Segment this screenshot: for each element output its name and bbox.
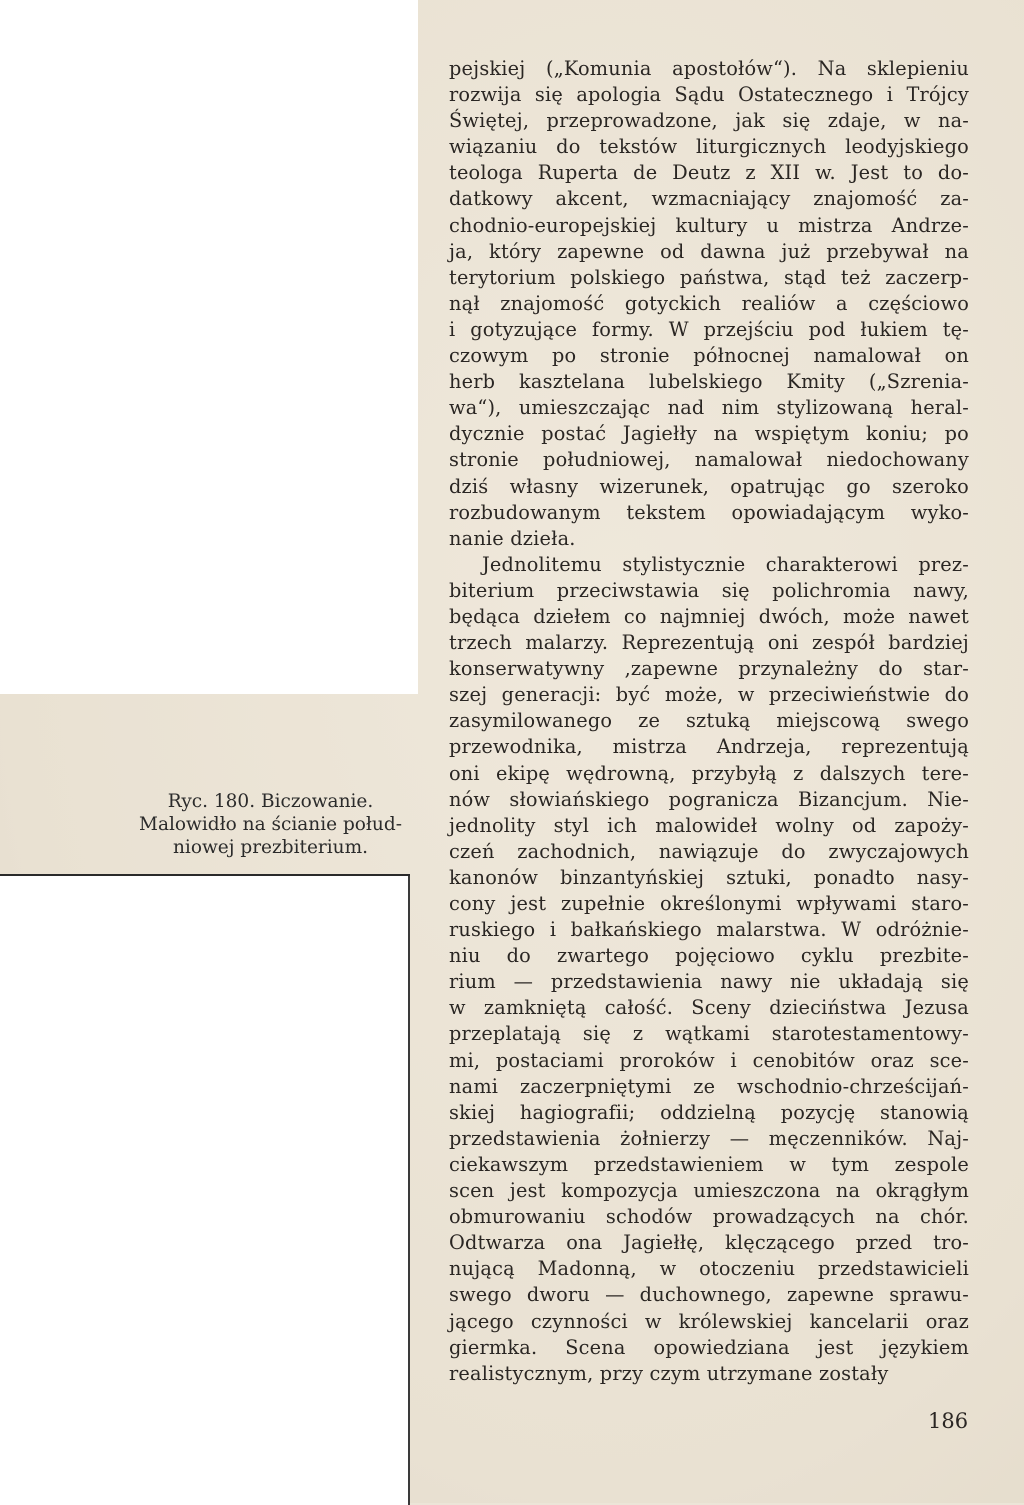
text-line: w zamkniętą całość. Sceny dzieciństwa Jezusa (449, 996, 969, 1020)
text-line: przedstawienia żołnierzy — męczenników. Naj- (449, 1126, 969, 1150)
body-text (449, 56, 969, 1387)
text-line: chodnio-europejskiej kultury u mistrza Andrze- (449, 213, 969, 237)
text-line: kanonów binzantyńskiej sztuki, ponadto nasy- (449, 865, 969, 889)
text-line: przewodnika, mistrza Andrzeja, reprezentują (449, 735, 969, 759)
text-line: rozbudowanym tekstem opowiadającym wyko- (449, 500, 969, 524)
text-line: nów słowiańskiego pogranicza Bizancjum. Nie- (449, 787, 969, 811)
caption-line: Ryc. 180. Biczowanie. (167, 791, 374, 812)
text-line: mi, postaciami proroków i cenobitów oraz sce- (449, 1048, 969, 1072)
text-line: swego dworu — duchownego, zapewne sprawu- (449, 1283, 969, 1307)
text-line: giermka. Scena opowiedziana jest językiem (449, 1335, 969, 1359)
text-line: datkowy akcent, wzmacniający znajomość za- (449, 187, 969, 211)
text-line: zasymilowanego ze sztuką miejscową swego (449, 709, 969, 733)
text-line: terytorium polskiego państwa, stąd też zaczerp- (449, 265, 969, 289)
text-line: cony jest zupełnie określonymi wpływami staro- (449, 892, 969, 915)
text-line: Odtwarza ona Jagiełłę, klęczącego przed tro- (449, 1231, 969, 1255)
text-line: przeplatają się z wątkami starotestamentowy- (449, 1022, 969, 1046)
figure-caption (128, 790, 413, 859)
text-line: ruskiego i bałkańskiego malarstwa. W odróżnie- (449, 918, 969, 942)
text-line: herb kasztelana lubelskiego Kmity („Szrenia- (449, 370, 969, 394)
page-number: 186 (928, 1409, 969, 1433)
text-line: realistycznym, przy czym utrzymane zostały (449, 1361, 889, 1385)
text-line: scen jest kompozycja umieszczona na okrągłym (449, 1179, 969, 1203)
text-line: rozwija się apologia Sądu Ostatecznego i Trójcy (449, 83, 969, 107)
figure-border (408, 876, 410, 1505)
text-line: nami zaczerpniętymi ze wschodnio-chrześcijań- (449, 1074, 969, 1098)
text-line: nął znajomość gotyckich realiów a częściowo (449, 291, 969, 315)
text-line: nującą Madonną, w otoczeniu przedstawicieli (449, 1257, 969, 1281)
text-line: dycznie postać Jagiełły na wspiętym koniu; po (449, 422, 969, 446)
text-line: ja, który zapewne od dawna już przebywał na (449, 239, 969, 263)
text-line: szej generacji: być może, w przeciwieństwie do (449, 683, 969, 707)
text-line: konserwatywny ,zapewne przynależny do star- (449, 657, 969, 681)
text-line: obmurowaniu schodów prowadzących na chór. (449, 1205, 969, 1229)
blank-area-top (0, 0, 418, 694)
text-line: trzech malarzy. Reprezentują oni zespół bardziej (449, 631, 969, 655)
caption-line: niowej prezbiterium. (173, 837, 368, 858)
text-line: teologa Ruperta de Deutz z XII w. Jest to do- (449, 161, 969, 185)
text-line: Świętej, przeprowadzone, jak się zdaje, w na- (449, 109, 969, 133)
text-line: stronie południowej, namalował niedochowany (449, 448, 969, 472)
figure-placeholder (0, 874, 410, 1505)
text-line: pejskiej („Komunia apostołów“). Na sklepieniu (449, 57, 969, 80)
text-line: i gotyzujące formy. W przejściu pod łukiem tę- (449, 317, 969, 341)
text-line: ciekawszym przedstawieniem w tym zespole (449, 1152, 969, 1176)
text-line: wa“), umieszczając nad nim stylizowaną heral- (449, 396, 969, 420)
text-line: biterium przeciwstawia się polichromia nawy, (449, 578, 969, 602)
text-line: skiej hagiografii; oddzielną pozycję stanowią (449, 1100, 969, 1124)
caption-line: Malowidło na ścianie połud- (139, 814, 402, 835)
text-line: będąca dziełem co najmniej dwóch, może nawet (449, 604, 969, 628)
text-line: jącego czynności w królewskiej kancelarii oraz (449, 1309, 969, 1333)
text-line: jednolity styl ich malowideł wolny od zapoży- (449, 813, 969, 837)
text-line: nanie dzieła. (449, 526, 576, 550)
text-line: czowym po stronie północnej namalował on (449, 344, 969, 368)
text-line: wiązaniu do tekstów liturgicznych leodyjskiego (449, 135, 969, 159)
text-line: czeń zachodnich, nawiązuje do zwyczajowych (449, 839, 969, 863)
text-line: niu do zwartego pojęciowo cyklu prezbite- (449, 944, 969, 968)
text-line: dziś własny wizerunek, opatrując go szeroko (449, 474, 969, 498)
text-line: Jednolitemu stylistycznie charakterowi prez- (482, 552, 969, 576)
text-line: rium — przedstawienia nawy nie układają się (449, 970, 969, 994)
text-line: oni ekipę wędrowną, przybyłą z dalszych tere- (449, 761, 969, 785)
